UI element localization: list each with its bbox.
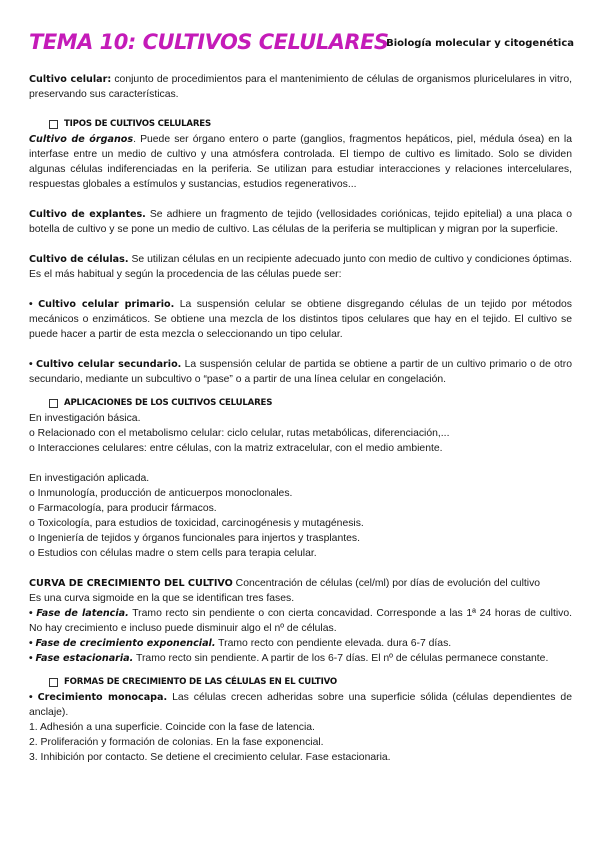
section-heading-formas xyxy=(49,675,572,690)
term-estacionaria: Fase estacionaria. xyxy=(35,653,134,664)
checkbox-icon xyxy=(49,120,58,129)
primario-text: La suspensión celular se obtiene disgregando células de un tejido por métodos mecánicos o enzimáticos. Se obtiene una mezcla de los distintos tipos celulares que hay en el tejido. El cultivo se puede hacer a partir de esta mezcla o seleccionando un tipo celular. xyxy=(29,299,572,340)
paragraph-explantes xyxy=(29,207,572,237)
intro-text: conjunto de procedimientos para el mantenimiento de células de organismos pluricelulares in vitro, preservando sus características. xyxy=(29,74,572,100)
spacer xyxy=(29,666,572,675)
checkbox-icon xyxy=(49,399,58,408)
page-title: TEMA 10: CULTIVOS CELULARES xyxy=(29,30,389,54)
bullet-icon: • xyxy=(29,608,33,619)
spacer xyxy=(29,102,572,117)
list-item: o Inmunología, producción de anticuerpos monoclonales. xyxy=(29,488,293,499)
spacer xyxy=(29,192,572,207)
bullet-icon: • xyxy=(29,692,33,703)
list-item: o Relacionado con el metabolismo celular: ciclo celular, rutas metabólicas, diferenciación,... xyxy=(29,428,450,439)
basic-research-intro: En investigación básica. xyxy=(29,413,141,424)
curve-heading xyxy=(29,576,572,591)
list-item: o Toxicología, para estudios de toxicidad, carcinogénesis y mutagénesis. xyxy=(29,518,364,529)
term-celulas: Cultivo de células. xyxy=(29,254,129,265)
checkbox-icon xyxy=(49,678,58,687)
paragraph-monocapa xyxy=(29,690,572,720)
term-monocapa: Crecimiento monocapa. xyxy=(37,692,168,703)
spacer xyxy=(29,282,572,297)
section-heading-text: APLICACIONES DE LOS CULTIVOS CELULARES xyxy=(64,398,273,408)
estacionaria-text: Tramo recto sin pendiente. A partir de los 6-7 días. El nº de células permanece constante. xyxy=(133,653,549,664)
section-heading-text: FORMAS DE CRECIMIENTO DE LAS CÉLULAS EN EL CULTIVO xyxy=(64,677,337,687)
list-item: o Farmacología, para producir fármacos. xyxy=(29,503,217,514)
paragraph-organos xyxy=(29,132,572,192)
curve-description: Es una curva sigmoide en la que se identifican tres fases. xyxy=(29,593,295,604)
monocapa-text: Las células crecen adheridas sobre una superficie sólida (células dependientes de anclaje). xyxy=(29,692,572,718)
bullet-icon: • xyxy=(29,653,33,664)
paragraph-primario xyxy=(29,297,572,342)
term-organos: Cultivo de órganos xyxy=(29,134,134,145)
spacer xyxy=(29,561,572,576)
explantes-text: Se adhiere un fragmento de tejido (vellosidades coriónicas, tejido epitelial) a una placa o botella de cultivo y se pone un medio de cultivo. Las células de la periferia se multiplican y migran por la superficie. xyxy=(29,209,572,235)
section-heading-aplicaciones xyxy=(49,396,572,411)
list-item: o Ingeniería de tejidos y órganos funcionales para injertos y trasplantes. xyxy=(29,533,360,544)
spacer xyxy=(29,456,572,471)
term-primario: Cultivo celular primario. xyxy=(38,299,175,310)
term-latencia: Fase de latencia. xyxy=(36,608,129,619)
spacer xyxy=(29,237,572,252)
term-cultivo-celular: Cultivo celular: xyxy=(29,74,112,85)
bullet-icon: • xyxy=(29,638,33,649)
term-secundario: Cultivo celular secundario. xyxy=(35,359,182,370)
paragraph-secundario xyxy=(29,357,572,387)
secundario-text: La suspensión celular de partida se obtiene a partir de un cultivo primario o de otro secundario, mediante un subcultivo o “pase” o a partir de una línea celular en congelación. xyxy=(29,359,573,385)
paragraph-exponencial xyxy=(29,636,572,651)
paragraph-estacionaria xyxy=(29,651,572,666)
exponencial-text: Tramo recto con pendiente elevada. dura 6-7 días. xyxy=(215,638,452,649)
term-curva: CURVA DE CRECIMIENTO DEL CULTIVO xyxy=(29,578,233,589)
bullet-icon: • xyxy=(29,359,33,370)
list-item: o Estudios con células madre o stem cells para terapia celular. xyxy=(29,548,317,559)
page-header xyxy=(29,30,574,60)
organos-text: . Puede ser órgano entero o parte (ganglios, fragmentos hepáticos, piel, médula ósea) en la interfase entre un medio de cultivo y una atmósfera controlada. El tiempo de cultivo es limitado. Solo se dividen algunas células indiferenciadas en la periferia. Se utilizan para estudiar interacciones y relaciones intercelulares, respuestas globales a estímulos y sustancias, estudios regenerativos... xyxy=(29,134,572,190)
list-item: 3. Inhibición por contacto. Se detiene el crecimiento celular. Fase estacionaria. xyxy=(29,752,391,763)
bullet-icon: • xyxy=(29,299,33,310)
spacer xyxy=(29,387,572,396)
term-exponencial: Fase de crecimiento exponencial. xyxy=(35,638,216,649)
list-item: o Interacciones celulares: entre células, con la matriz extracelular, con el medio ambiente. xyxy=(29,443,443,454)
document-body xyxy=(29,72,572,765)
section-heading-tipos xyxy=(49,117,572,132)
spacer xyxy=(29,342,572,357)
curve-text: Concentración de células (cel/ml) por días de evolución del cultivo xyxy=(232,578,541,589)
list-item: 2. Proliferación y formación de colonias. En la fase exponencial. xyxy=(29,737,324,748)
term-explantes: Cultivo de explantes. xyxy=(29,209,146,220)
celulas-text: Se utilizan células en un recipiente adecuado junto con medio de cultivo y condiciones óptimas. Es el más habitual y según la procedencia de las células puede ser: xyxy=(29,254,572,280)
list-item: 1. Adhesión a una superficie. Coincide con la fase de latencia. xyxy=(29,722,315,733)
latencia-text: Tramo recto sin pendiente o con cierta concavidad. Corresponde a las 1ª 24 horas de cultivo. No hay crecimiento e incluso puede disminuir algo el nº de células. xyxy=(29,608,573,634)
paragraph-latencia xyxy=(29,606,572,636)
paragraph-celulas xyxy=(29,252,572,282)
applied-research-intro: En investigación aplicada. xyxy=(29,473,150,484)
intro-paragraph xyxy=(29,72,572,102)
section-heading-text: TIPOS DE CULTIVOS CELULARES xyxy=(64,119,211,129)
subject-label: Biología molecular y citogenética xyxy=(386,38,574,49)
